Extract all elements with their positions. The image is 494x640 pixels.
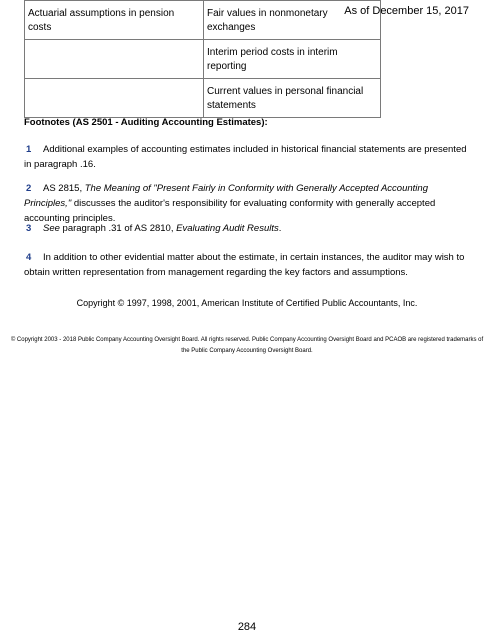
as-of-date: As of December 15, 2017 [344,5,469,17]
estimates-table [24,0,381,118]
footnote-text: discusses the auditor's responsibility for evaluating conformity with generally accepted accounting principles. [24,198,436,224]
footnote-4 [24,250,474,280]
table-row [25,40,381,79]
pcaob-legal-notice [0,335,494,357]
table-cell: Current values in personal financial statements [204,79,381,118]
page-number: 284 [237,621,257,633]
footnote-title: The Meaning of "Present Fairly in Conformity with Generally Accepted Accounting Principles," [24,183,428,209]
footnote-text: paragraph .31 of AS 2810, [59,223,177,234]
aicpa-copyright: Copyright © 1997, 1998, 2001, American Institute of Certified Public Accountants, Inc. [76,298,418,308]
footnote-text: In addition to other evidential matter about the estimate, in certain instances, the auditor may wish to obtain written representation from management regarding the key factors and assumptions. [24,252,465,278]
footnote-text: Additional examples of accounting estimates included in historical financial statements are presented in paragraph .16. [24,144,467,170]
footnote-title: Evaluating Audit Results [176,223,279,234]
table-row [25,79,381,118]
table-cell: Interim period costs in interim reporting [204,40,381,79]
legal-line: © Copyright 2003 - 2018 Public Company Accounting Oversight Board. All rights reserved. Public Company Accounting Oversight Board and PCAOB are registered trademarks of [10,337,484,343]
table-cell: Fair values in nonmonetary exchanges [204,1,381,40]
footnotes-heading: Footnotes (AS 2501 - Auditing Accounting Estimates): [24,117,268,128]
footnote-text: AS 2815, [43,183,85,194]
footnote-number-link[interactable]: 4 [26,252,32,263]
footnote-text: . [278,223,282,234]
table-cell [25,40,204,79]
table-cell: Actuarial assumptions in pension costs [25,1,204,40]
table-cell [25,79,204,118]
footnote-1 [24,142,474,172]
footnote-number-link[interactable]: 3 [26,223,32,234]
footnote-number-link[interactable]: 1 [26,144,32,155]
legal-line: the Public Company Accounting Oversight Board. [181,348,313,354]
footnote-see: See [43,223,60,234]
footnote-3 [24,221,474,236]
footnote-2 [24,181,474,226]
footnote-number-link[interactable]: 2 [26,183,32,194]
table-row [25,1,381,40]
